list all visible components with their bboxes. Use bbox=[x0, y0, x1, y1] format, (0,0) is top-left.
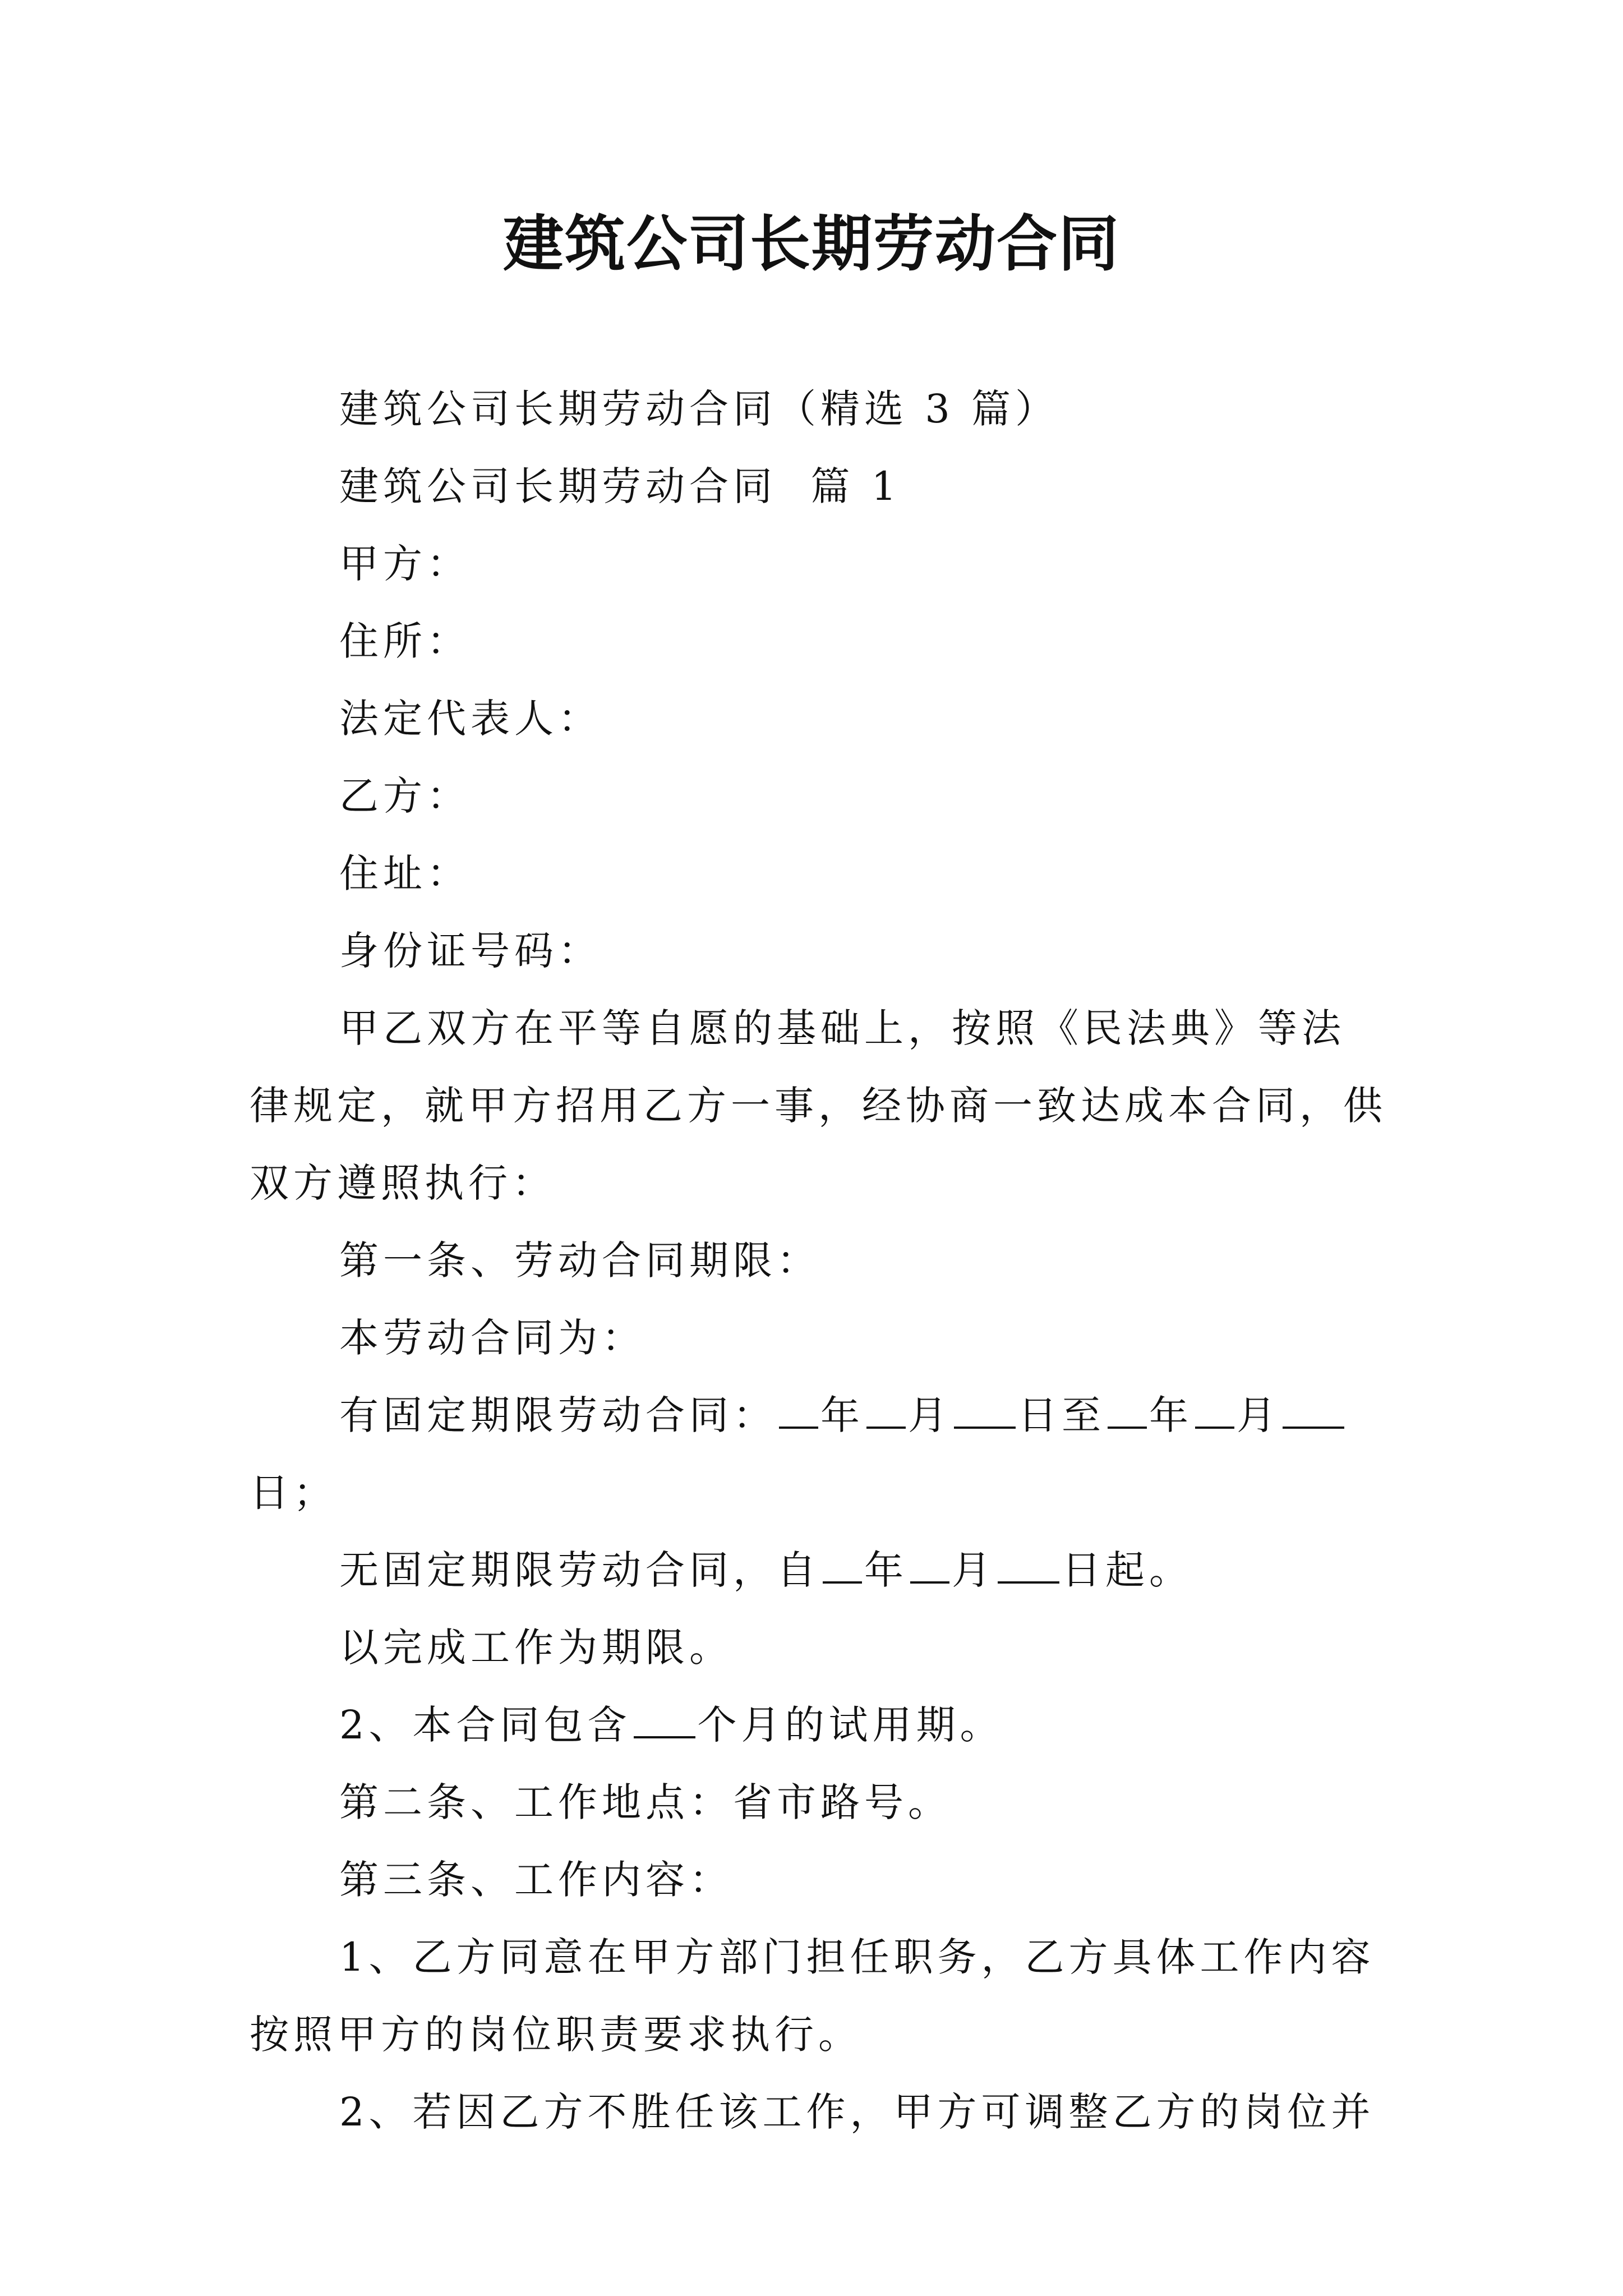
contract-type-line: 本劳动合同为： bbox=[339, 1315, 645, 1361]
month-label: 月 bbox=[1237, 1392, 1280, 1438]
section-heading: 建筑公司长期劳动合同 篇 1 bbox=[339, 463, 901, 509]
task-term-line: 以完成工作为期限。 bbox=[339, 1625, 733, 1671]
article-3-heading: 第三条、工作内容： bbox=[339, 1857, 733, 1903]
probation-suffix: 个月的试用期。 bbox=[697, 1702, 1004, 1748]
party-a-field: 甲方： bbox=[339, 541, 471, 587]
document-body bbox=[250, 370, 1388, 2151]
day-to-label: 日至 bbox=[1018, 1392, 1105, 1438]
fixed-term-line bbox=[250, 1377, 1388, 1531]
probation-line bbox=[250, 1686, 1388, 1764]
article-1-heading: 第一条、劳动合同期限： bbox=[339, 1237, 820, 1283]
blank-line bbox=[1108, 1393, 1147, 1429]
article-3-clause-2: 2、若因乙方不胜任该工作，甲方可调整乙方的岗位并 bbox=[339, 2089, 1375, 2135]
open-term-line bbox=[250, 1531, 1388, 1609]
id-number-field: 身份证号码： bbox=[339, 928, 602, 974]
blank-line bbox=[823, 1548, 862, 1584]
document-title: 建筑公司长期劳动合同 bbox=[502, 209, 1120, 279]
blank-line bbox=[998, 1548, 1059, 1584]
fixed-term-label: 有固定期限劳动合同： bbox=[339, 1392, 777, 1438]
preamble-paragraph: 甲乙双方在平等自愿的基础上，按照《民法典》等法律规定，就甲方招用乙方一事，经协商一致达成本合同，供双方遵照执行： bbox=[250, 1005, 1387, 1206]
blank-line bbox=[634, 1703, 695, 1738]
article-3-clause-1: 1、乙方同意在甲方部门担任职务，乙方具体工作内容按照甲方的岗位职责要求执行。 bbox=[250, 1934, 1375, 2058]
article-2-line: 第二条、工作地点：省市路号。 bbox=[339, 1779, 952, 1825]
party-b-field: 乙方： bbox=[339, 773, 471, 819]
legal-representative-field: 法定代表人： bbox=[339, 696, 602, 742]
party-b-address-field: 住址： bbox=[339, 850, 471, 896]
blank-line bbox=[1283, 1393, 1344, 1429]
subtitle-line: 建筑公司长期劳动合同（精选 3 篇） bbox=[339, 386, 1059, 432]
year-label: 年 bbox=[1149, 1392, 1193, 1438]
year-label: 年 bbox=[864, 1547, 908, 1593]
day-label: 日； bbox=[250, 1470, 337, 1516]
blank-line bbox=[779, 1393, 818, 1429]
blank-line bbox=[910, 1548, 949, 1584]
month-label: 月 bbox=[952, 1547, 995, 1593]
probation-label: 2、本合同包含 bbox=[339, 1702, 631, 1748]
blank-line bbox=[1195, 1393, 1234, 1429]
day-from-label: 日起。 bbox=[1062, 1547, 1193, 1593]
open-term-label: 无固定期限劳动合同，自 bbox=[339, 1547, 820, 1593]
month-label: 月 bbox=[908, 1392, 952, 1438]
year-label: 年 bbox=[820, 1392, 864, 1438]
party-a-address-field: 住所： bbox=[339, 618, 471, 664]
blank-line bbox=[866, 1393, 906, 1429]
blank-line bbox=[954, 1393, 1016, 1429]
